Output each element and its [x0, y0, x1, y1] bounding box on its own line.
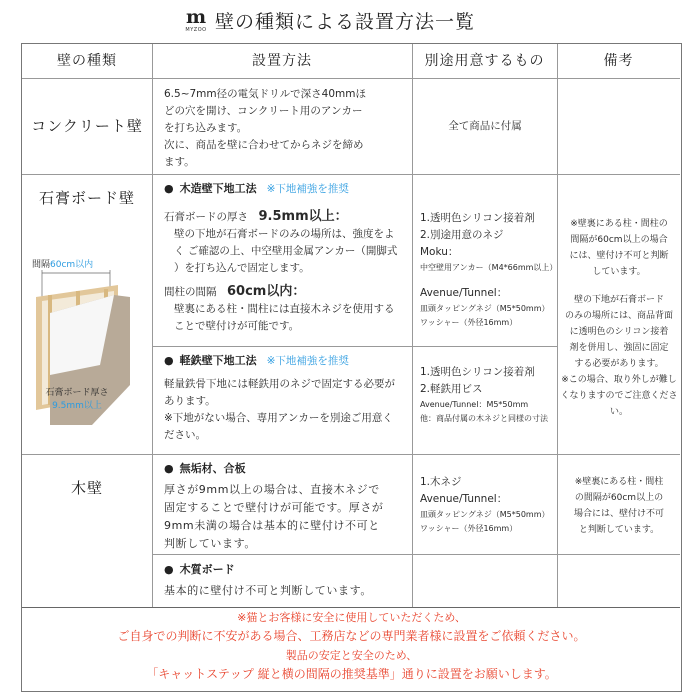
text-line: ことで壁付けが可能です。	[174, 320, 300, 332]
text-line: あります。	[164, 395, 216, 407]
thickness-label-value-line	[22, 400, 132, 413]
section-title	[164, 561, 414, 578]
page-title: 壁の種類による設置方法一覧	[215, 11, 476, 33]
section-title-text: 木質ボード	[179, 563, 235, 576]
bullet-icon: ●	[164, 354, 174, 367]
text-line: 判断しています。	[164, 537, 256, 550]
text-line: 場合には、壁付け不可	[573, 509, 664, 519]
safety-notice	[22, 608, 681, 684]
divider	[557, 44, 558, 607]
text-line: 2.別途用意のネジ	[420, 229, 504, 241]
divider	[152, 554, 680, 555]
text-line: 軽量鉄骨下地には軽鉄用のネジで固定する必要が	[164, 378, 395, 390]
notice-line: 製品の安定と安全のため、	[285, 649, 418, 662]
text-line: 剤を併用し、強固に固定	[569, 343, 669, 353]
text-line: 他：商品付属の木ネジと同様の寸法	[420, 414, 548, 423]
spacer	[559, 280, 679, 292]
notice-line: 「キャットステップ 縦と横の間隔の推奨基準」通りに設置をお願いします。	[146, 667, 557, 681]
text-line: 6.5~7mm径の電気ドリルで深さ40mmほ	[164, 88, 366, 100]
section-title-text: 軽鉄壁下地工法	[179, 354, 257, 367]
wall-type-concrete: コンクリート壁	[31, 117, 143, 135]
logo-letter: m	[185, 6, 207, 28]
text-line: Moku：	[420, 246, 459, 258]
text-line: に透明色のシリコン接着	[569, 327, 669, 337]
text-line: 次に、商品を壁に合わせてからネジを締め	[164, 139, 364, 151]
bullet-icon: ●	[164, 182, 174, 195]
spacing-value: 60cm以内：	[227, 284, 306, 299]
text-line: Avenue/Tunnel：M5*50mm	[420, 400, 529, 409]
bullet-icon: ●	[164, 563, 174, 576]
thickness-label-value: 9.5mm以上	[52, 401, 102, 411]
wood-solid-method	[164, 460, 414, 553]
wall-illustration	[22, 255, 142, 445]
plaster-board-diagram	[22, 255, 142, 445]
concrete-items: 全て商品に付属	[448, 120, 522, 132]
text-line: 壁の下地が石膏ボードのみの場所は、強度をよ	[174, 228, 395, 240]
text-line: どの穴を開け、コンクリート用のアンカー	[164, 105, 363, 117]
text-line: Avenue/Tunnel：	[420, 287, 508, 299]
spacing-heading	[164, 283, 412, 301]
column-header-method: 設置方法	[252, 53, 312, 69]
text-line: と判断しています。	[578, 525, 660, 535]
thickness-desc	[164, 226, 412, 277]
header	[0, 0, 700, 42]
text-line: のみの場所には、商品背面	[564, 311, 673, 321]
text-line: ます。	[164, 156, 195, 168]
text-line: 中空壁用アンカー（M4*66mm以上）	[420, 263, 558, 272]
text-line: しています。	[592, 267, 646, 277]
wood-remarks	[559, 474, 679, 538]
text-line: ワッシャー（外径16mm）	[420, 318, 518, 327]
text-line: ワッシャー（外径16mm）	[420, 524, 518, 533]
column-header-remarks: 備考	[603, 53, 634, 69]
section-title	[164, 180, 412, 198]
text-line: くなりますのでご注意くださ	[560, 391, 678, 401]
text-line: ）を打ち込んで固定します。	[174, 262, 310, 274]
text-line: 1.木ネジ	[420, 476, 462, 488]
wall-type-wood: 木壁	[70, 479, 103, 497]
logo-brand: MYZOO	[185, 27, 207, 33]
notice-line: ご自身での判断に不安がある場合、工務店などの専門業者様に設置をご依頼ください。	[117, 629, 586, 643]
text-line: 壁裏にある柱・間柱には直接木ネジを使用する	[174, 303, 395, 315]
divider	[152, 346, 557, 347]
solid-desc	[164, 481, 414, 553]
wood-solid-items	[420, 474, 556, 536]
divider	[22, 174, 680, 175]
text-line: 1.透明色シリコン接着剤	[420, 366, 535, 378]
section-title-text: 無垢材、合板	[179, 462, 246, 475]
text-line: 厚さが9mm以上の場合は、直接木ネジで	[164, 483, 380, 496]
concrete-method	[164, 86, 408, 171]
text-line: ※壁裏にある柱・間柱の	[570, 219, 668, 229]
recommend-note: ※下地補強を推奨	[266, 183, 349, 195]
plaster-steel-method	[164, 352, 412, 444]
text-line: 基本的に壁付け不可と判断しています。	[164, 584, 372, 597]
thickness-prefix: 石膏ボードの厚さ	[164, 211, 248, 223]
text-line: ※下地がない場合、専用アンカーを別途ご用意く	[164, 412, 393, 424]
divider	[22, 454, 680, 455]
divider	[152, 44, 153, 607]
text-line: 2.軽鉄用ビス	[420, 383, 483, 395]
thickness-heading	[164, 208, 412, 226]
section-title	[164, 352, 412, 370]
wood-board-method	[164, 561, 414, 599]
text-line: Avenue/Tunnel：	[420, 493, 508, 505]
text-line: 間隔が60cm以上の場合	[570, 235, 668, 245]
thickness-value: 9.5mm以上：	[258, 209, 348, 224]
text-line: には、壁付け不可と判断	[569, 251, 669, 261]
spacing-prefix: 間柱の間隔	[164, 286, 217, 298]
brand-logo	[183, 8, 209, 34]
text-line: 皿頭タッピングネジ（M5*50mm）	[420, 510, 550, 519]
column-header-wall-type: 壁の種類	[57, 53, 117, 69]
text-line: の間隔が60cm以上の	[574, 493, 664, 503]
text-line: 壁の下地が石膏ボード	[573, 295, 664, 305]
text-line: を打ち込みます。	[164, 122, 248, 134]
section-title	[164, 460, 414, 477]
bullet-icon: ●	[164, 462, 174, 475]
text-line: い。	[609, 407, 628, 417]
steel-desc	[164, 376, 412, 444]
plaster-steel-items	[420, 364, 556, 426]
thickness-label-text: 石膏ボード厚さ	[45, 388, 109, 398]
spacing-desc	[164, 301, 412, 335]
text-line: 固定することで壁付けが可能です。厚さが	[164, 501, 384, 514]
spacing-label-value: 60cm以内	[50, 260, 94, 270]
recommend-note: ※下地補強を推奨	[266, 355, 349, 367]
column-header-items: 別途用意するもの	[424, 53, 545, 69]
thickness-label	[22, 387, 132, 413]
plaster-wood-items	[420, 210, 556, 330]
text-line: 9mm未満の場合は基本的に壁付け不可と	[164, 519, 380, 532]
plaster-wood-method	[164, 180, 412, 335]
notice-line: ※猫とお客様に安全に使用していただくため、	[237, 611, 466, 624]
text-line: 1.透明色シリコン接着剤	[420, 212, 535, 224]
text-line: する必要があります。	[574, 359, 664, 369]
plaster-remarks	[559, 216, 679, 420]
text-line: 皿頭タッピングネジ（M5*50mm）	[420, 304, 550, 313]
text-line: く ご確認の上、中空壁用金属アンカー（開脚式	[174, 245, 398, 257]
text-line: ださい。	[164, 429, 206, 441]
text-line: ※この場合、取り外しが難し	[561, 375, 677, 385]
spacing-label-prefix: 間隔	[32, 260, 51, 270]
wall-type-plaster: 石膏ボード壁	[38, 189, 135, 207]
section-title-text: 木造壁下地工法	[179, 182, 257, 195]
text-line: ※壁裏にある柱・間柱	[574, 477, 664, 487]
